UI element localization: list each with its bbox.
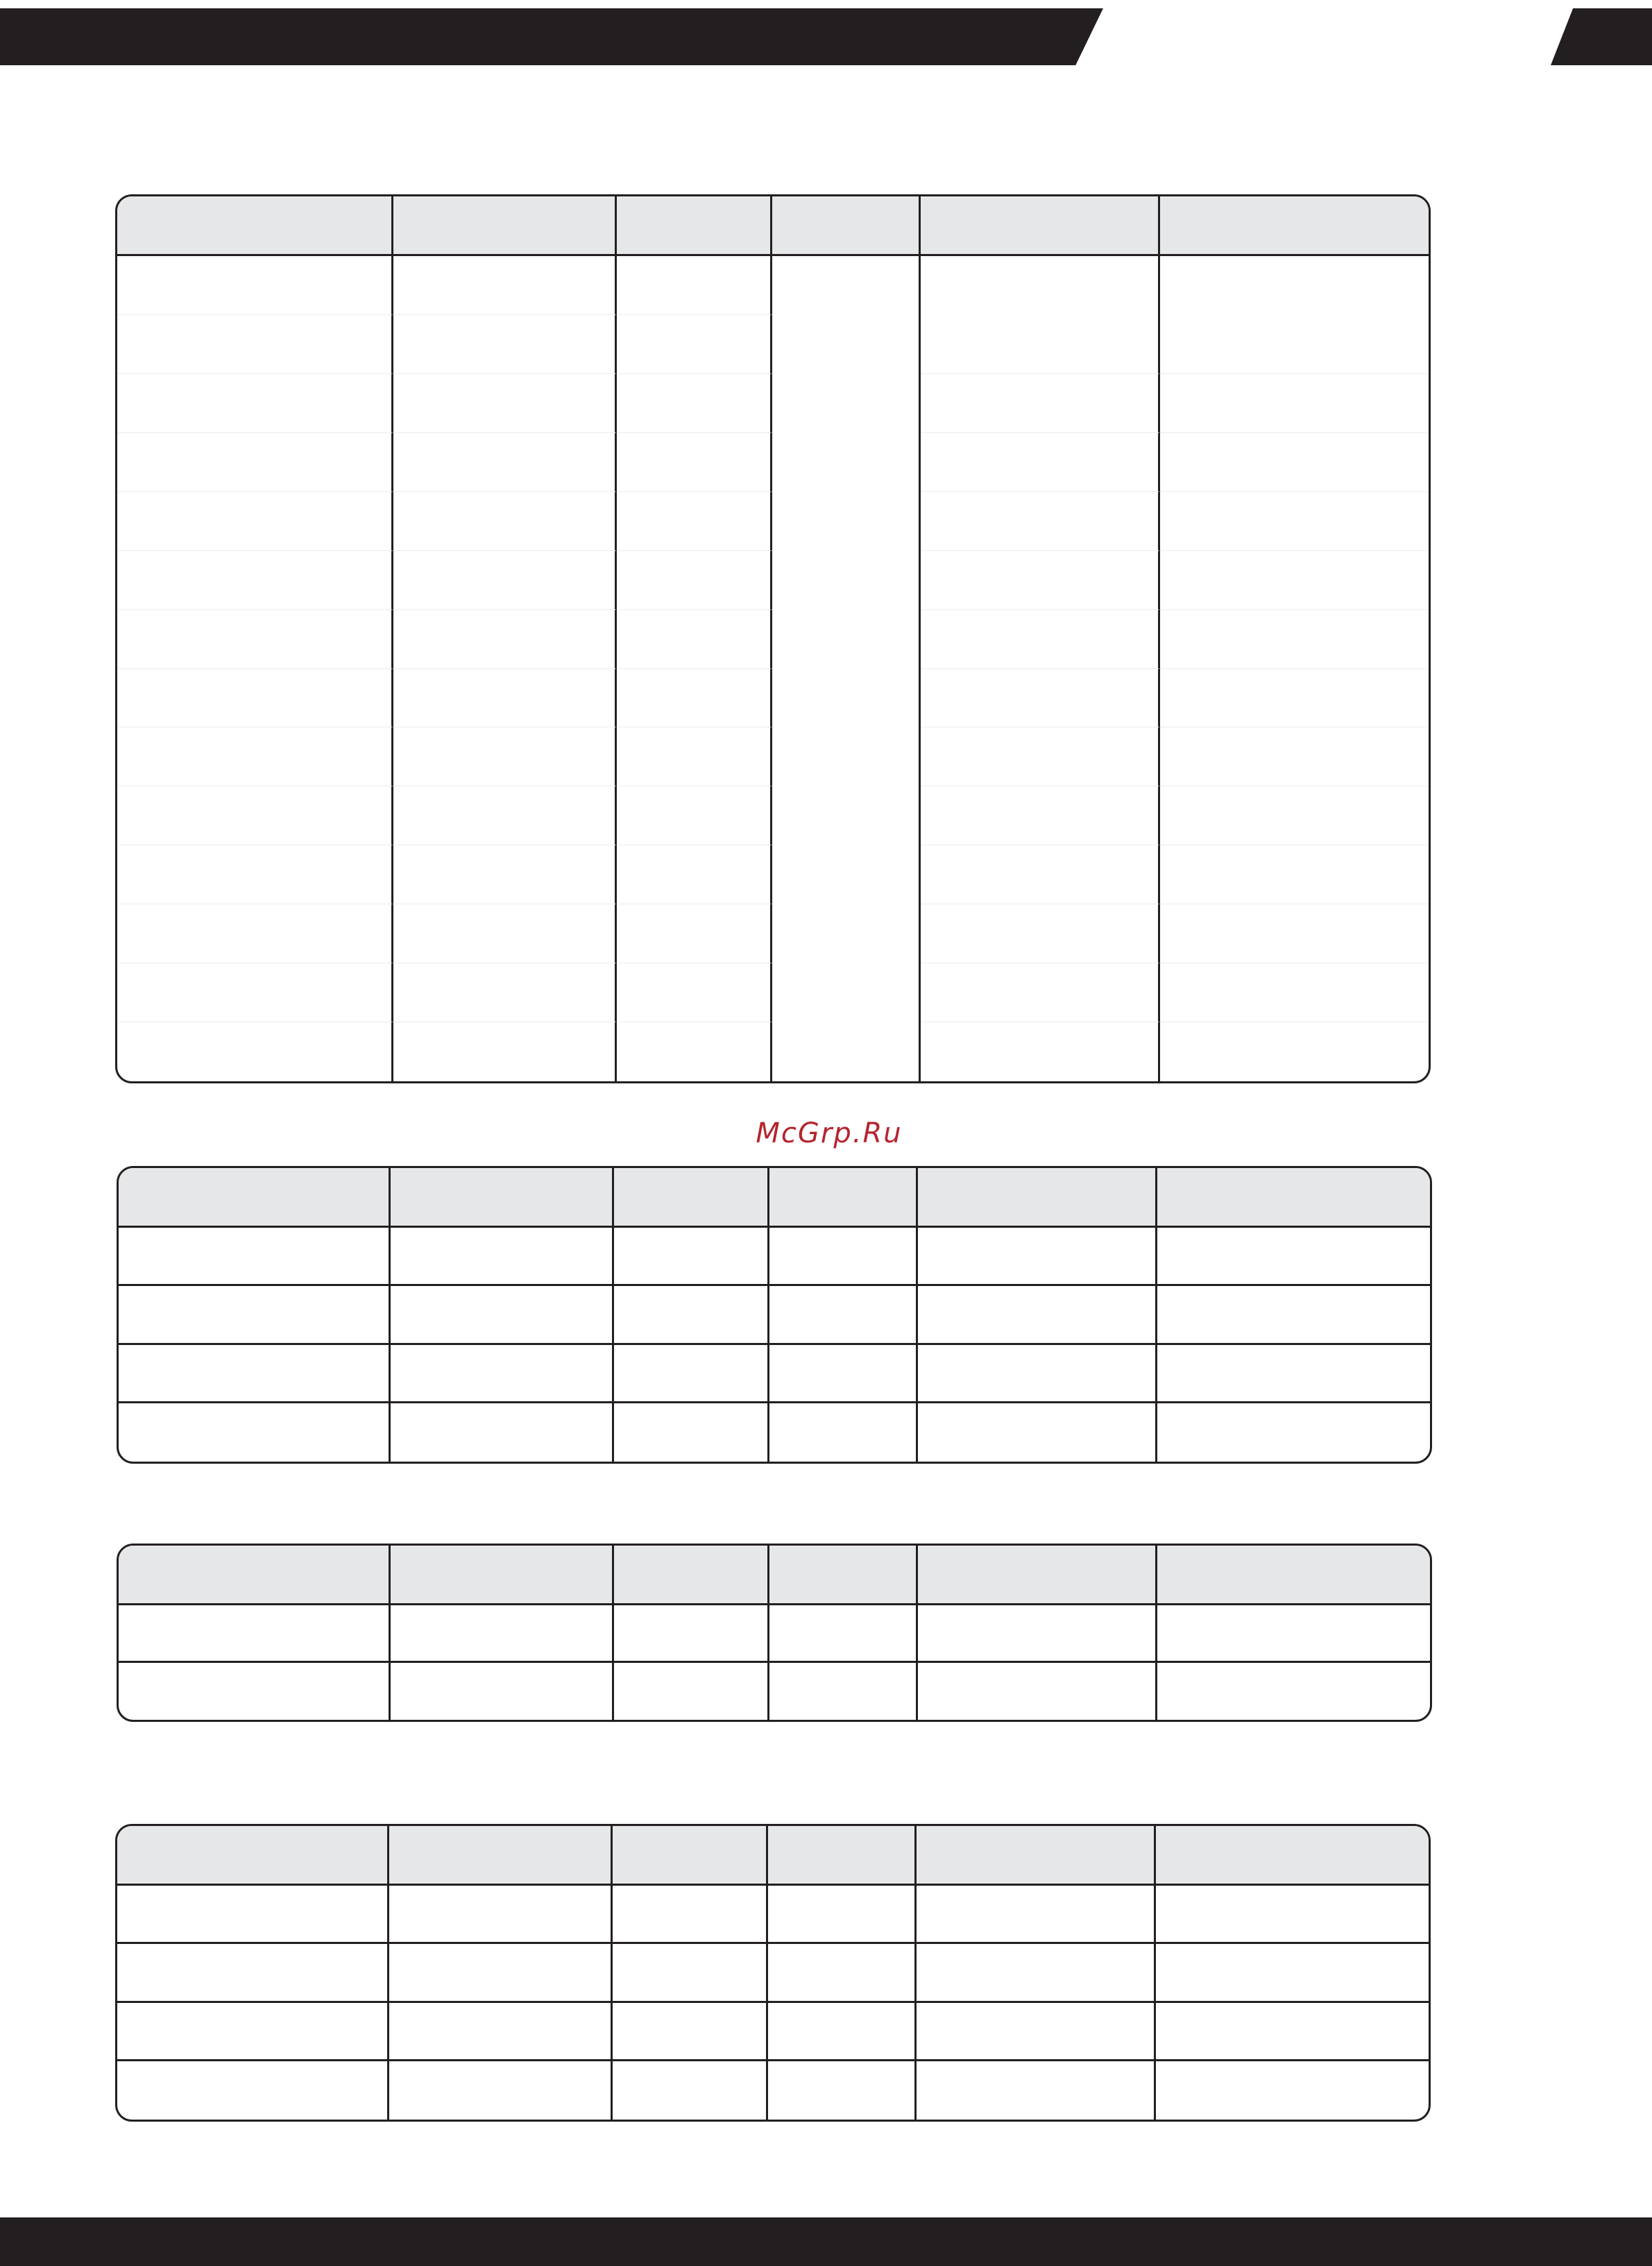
table-cell xyxy=(393,786,617,845)
table-cell xyxy=(614,1286,769,1344)
table-cell xyxy=(918,1345,1157,1403)
table-cell xyxy=(119,1228,391,1286)
table-cell xyxy=(389,2003,613,2061)
table-cell xyxy=(617,492,772,551)
table-cell xyxy=(1160,256,1429,374)
table-cell xyxy=(117,845,393,904)
table-cell xyxy=(391,1403,614,1462)
table-cell xyxy=(917,2003,1156,2061)
table-header-cell xyxy=(614,1168,769,1228)
table-cell xyxy=(617,433,772,492)
table-cell xyxy=(921,786,1160,845)
table-cell xyxy=(1160,669,1429,728)
table-cell xyxy=(921,963,1160,1022)
table-cell xyxy=(117,786,393,845)
table-cell xyxy=(917,2061,1156,2120)
table-cell xyxy=(617,374,772,433)
table-cell xyxy=(768,1944,917,2002)
table-cell xyxy=(393,610,617,669)
table-cell xyxy=(1160,904,1429,963)
table-cell xyxy=(768,2003,917,2061)
table-cell xyxy=(614,1663,769,1720)
table-cell xyxy=(117,256,393,315)
table-cell xyxy=(768,2061,917,2120)
table-cell xyxy=(769,1345,918,1403)
table-cell xyxy=(119,1345,391,1403)
table-cell xyxy=(393,904,617,963)
table-header-cell xyxy=(391,1168,614,1228)
table-header-cell xyxy=(119,1168,391,1228)
table-cell xyxy=(617,786,772,845)
table-cell xyxy=(769,1286,918,1344)
table-header-cell xyxy=(769,1168,918,1228)
spec-table-2 xyxy=(117,1166,1432,1464)
table-cell xyxy=(393,492,617,551)
table-cell xyxy=(119,1663,391,1720)
table-cell xyxy=(391,1286,614,1344)
table-cell xyxy=(117,1022,393,1081)
table-cell xyxy=(617,904,772,963)
table-header-cell xyxy=(393,196,617,256)
table-header-cell xyxy=(1156,1826,1429,1886)
table-cell xyxy=(613,2003,768,2061)
table-cell xyxy=(769,1403,918,1462)
table-header-cell xyxy=(921,196,1160,256)
table-cell xyxy=(1160,1022,1429,1081)
table-header-cell xyxy=(617,196,772,256)
table-header-cell xyxy=(918,1168,1157,1228)
table-cell xyxy=(1160,610,1429,669)
table-cell xyxy=(393,433,617,492)
table-cell xyxy=(917,1886,1156,1944)
table-cell xyxy=(617,551,772,610)
table-cell xyxy=(1156,2003,1429,2061)
table-cell xyxy=(921,669,1160,728)
table-cell xyxy=(393,374,617,433)
spec-table-1 xyxy=(115,194,1431,1083)
table-cell xyxy=(769,1605,918,1663)
table-cell xyxy=(393,845,617,904)
table-cell xyxy=(1160,551,1429,610)
table-cell xyxy=(389,2061,613,2120)
table-cell xyxy=(117,374,393,433)
top-left-header-band xyxy=(0,8,1103,65)
table-cell xyxy=(117,2061,389,2120)
table-cell xyxy=(614,1605,769,1663)
table-cell xyxy=(117,2003,389,2061)
table-cell xyxy=(393,315,617,374)
table-cell xyxy=(617,963,772,1022)
table-cell xyxy=(1156,2061,1429,2120)
table-cell xyxy=(391,1345,614,1403)
table-cell xyxy=(772,256,921,1081)
spec-table-3 xyxy=(117,1544,1432,1722)
table-cell xyxy=(117,1886,389,1944)
table-cell xyxy=(1157,1403,1430,1462)
table-cell xyxy=(1157,1228,1430,1286)
table-cell xyxy=(617,315,772,374)
table-cell xyxy=(617,845,772,904)
table-cell xyxy=(918,1403,1157,1462)
table-header-cell xyxy=(117,1826,389,1886)
table-cell xyxy=(769,1228,918,1286)
table-cell xyxy=(921,374,1160,433)
table-cell xyxy=(1157,1345,1430,1403)
table-cell xyxy=(389,1944,613,2002)
table-header-cell xyxy=(769,1546,918,1605)
table-cell xyxy=(768,1886,917,1944)
table-header-cell xyxy=(1157,1546,1430,1605)
table-cell xyxy=(393,727,617,786)
table-header-cell xyxy=(117,196,393,256)
table-cell xyxy=(119,1403,391,1462)
top-right-header-band xyxy=(1551,8,1652,65)
table-cell xyxy=(921,727,1160,786)
table-cell xyxy=(117,963,393,1022)
table-cell xyxy=(1156,1886,1429,1944)
table-cell xyxy=(617,669,772,728)
table-cell xyxy=(921,610,1160,669)
table-cell xyxy=(1160,727,1429,786)
table-header-cell xyxy=(391,1546,614,1605)
table-cell xyxy=(918,1663,1157,1720)
bottom-footer-band xyxy=(0,2217,1652,2266)
table-cell xyxy=(1157,1286,1430,1344)
table-header-cell xyxy=(918,1546,1157,1605)
table-cell xyxy=(918,1228,1157,1286)
table-cell xyxy=(613,2061,768,2120)
table-header-cell xyxy=(389,1826,613,1886)
table-header-cell xyxy=(1160,196,1429,256)
table-cell xyxy=(1160,374,1429,433)
table-cell xyxy=(617,256,772,315)
table-cell xyxy=(614,1345,769,1403)
table-cell xyxy=(393,1022,617,1081)
table-cell xyxy=(1157,1663,1430,1720)
table-cell xyxy=(1160,492,1429,551)
spec-table-4 xyxy=(115,1824,1431,2122)
table-cell xyxy=(1160,963,1429,1022)
table-cell xyxy=(921,904,1160,963)
table-header-cell xyxy=(772,196,921,256)
table-cell xyxy=(117,433,393,492)
table-cell xyxy=(117,904,393,963)
table-cell xyxy=(393,669,617,728)
table-cell xyxy=(617,1022,772,1081)
table-cell xyxy=(393,963,617,1022)
table-cell xyxy=(917,1944,1156,2002)
table-cell xyxy=(1160,786,1429,845)
table-cell xyxy=(389,1886,613,1944)
table-cell xyxy=(117,315,393,374)
table-cell xyxy=(921,551,1160,610)
table-cell xyxy=(393,551,617,610)
table-cell xyxy=(117,551,393,610)
table-header-cell xyxy=(613,1826,768,1886)
table-cell xyxy=(614,1403,769,1462)
table-cell xyxy=(918,1605,1157,1663)
table-cell xyxy=(617,610,772,669)
table-header-cell xyxy=(119,1546,391,1605)
table-cell xyxy=(617,727,772,786)
table-cell xyxy=(117,669,393,728)
table-cell xyxy=(921,433,1160,492)
table-cell xyxy=(1160,845,1429,904)
table-cell xyxy=(614,1228,769,1286)
table-cell xyxy=(1156,1944,1429,2002)
table-header-cell xyxy=(917,1826,1156,1886)
table-cell xyxy=(391,1663,614,1720)
table-cell xyxy=(1160,433,1429,492)
table-cell xyxy=(1157,1605,1430,1663)
table-cell xyxy=(117,1944,389,2002)
table-header-cell xyxy=(768,1826,917,1886)
table-header-cell xyxy=(1157,1168,1430,1228)
table-cell xyxy=(921,256,1160,374)
table-cell xyxy=(117,610,393,669)
table-cell xyxy=(117,492,393,551)
table-header-cell xyxy=(614,1546,769,1605)
table-cell xyxy=(613,1886,768,1944)
table-cell xyxy=(391,1228,614,1286)
table-cell xyxy=(769,1663,918,1720)
table-cell xyxy=(918,1286,1157,1344)
table-cell xyxy=(921,845,1160,904)
table-cell xyxy=(613,1944,768,2002)
watermark-text: McGrp.Ru xyxy=(756,1117,903,1149)
table-cell xyxy=(117,727,393,786)
table-cell xyxy=(393,256,617,315)
table-cell xyxy=(119,1605,391,1663)
table-cell xyxy=(391,1605,614,1663)
table-cell xyxy=(921,1022,1160,1081)
table-cell xyxy=(119,1286,391,1344)
table-cell xyxy=(921,492,1160,551)
